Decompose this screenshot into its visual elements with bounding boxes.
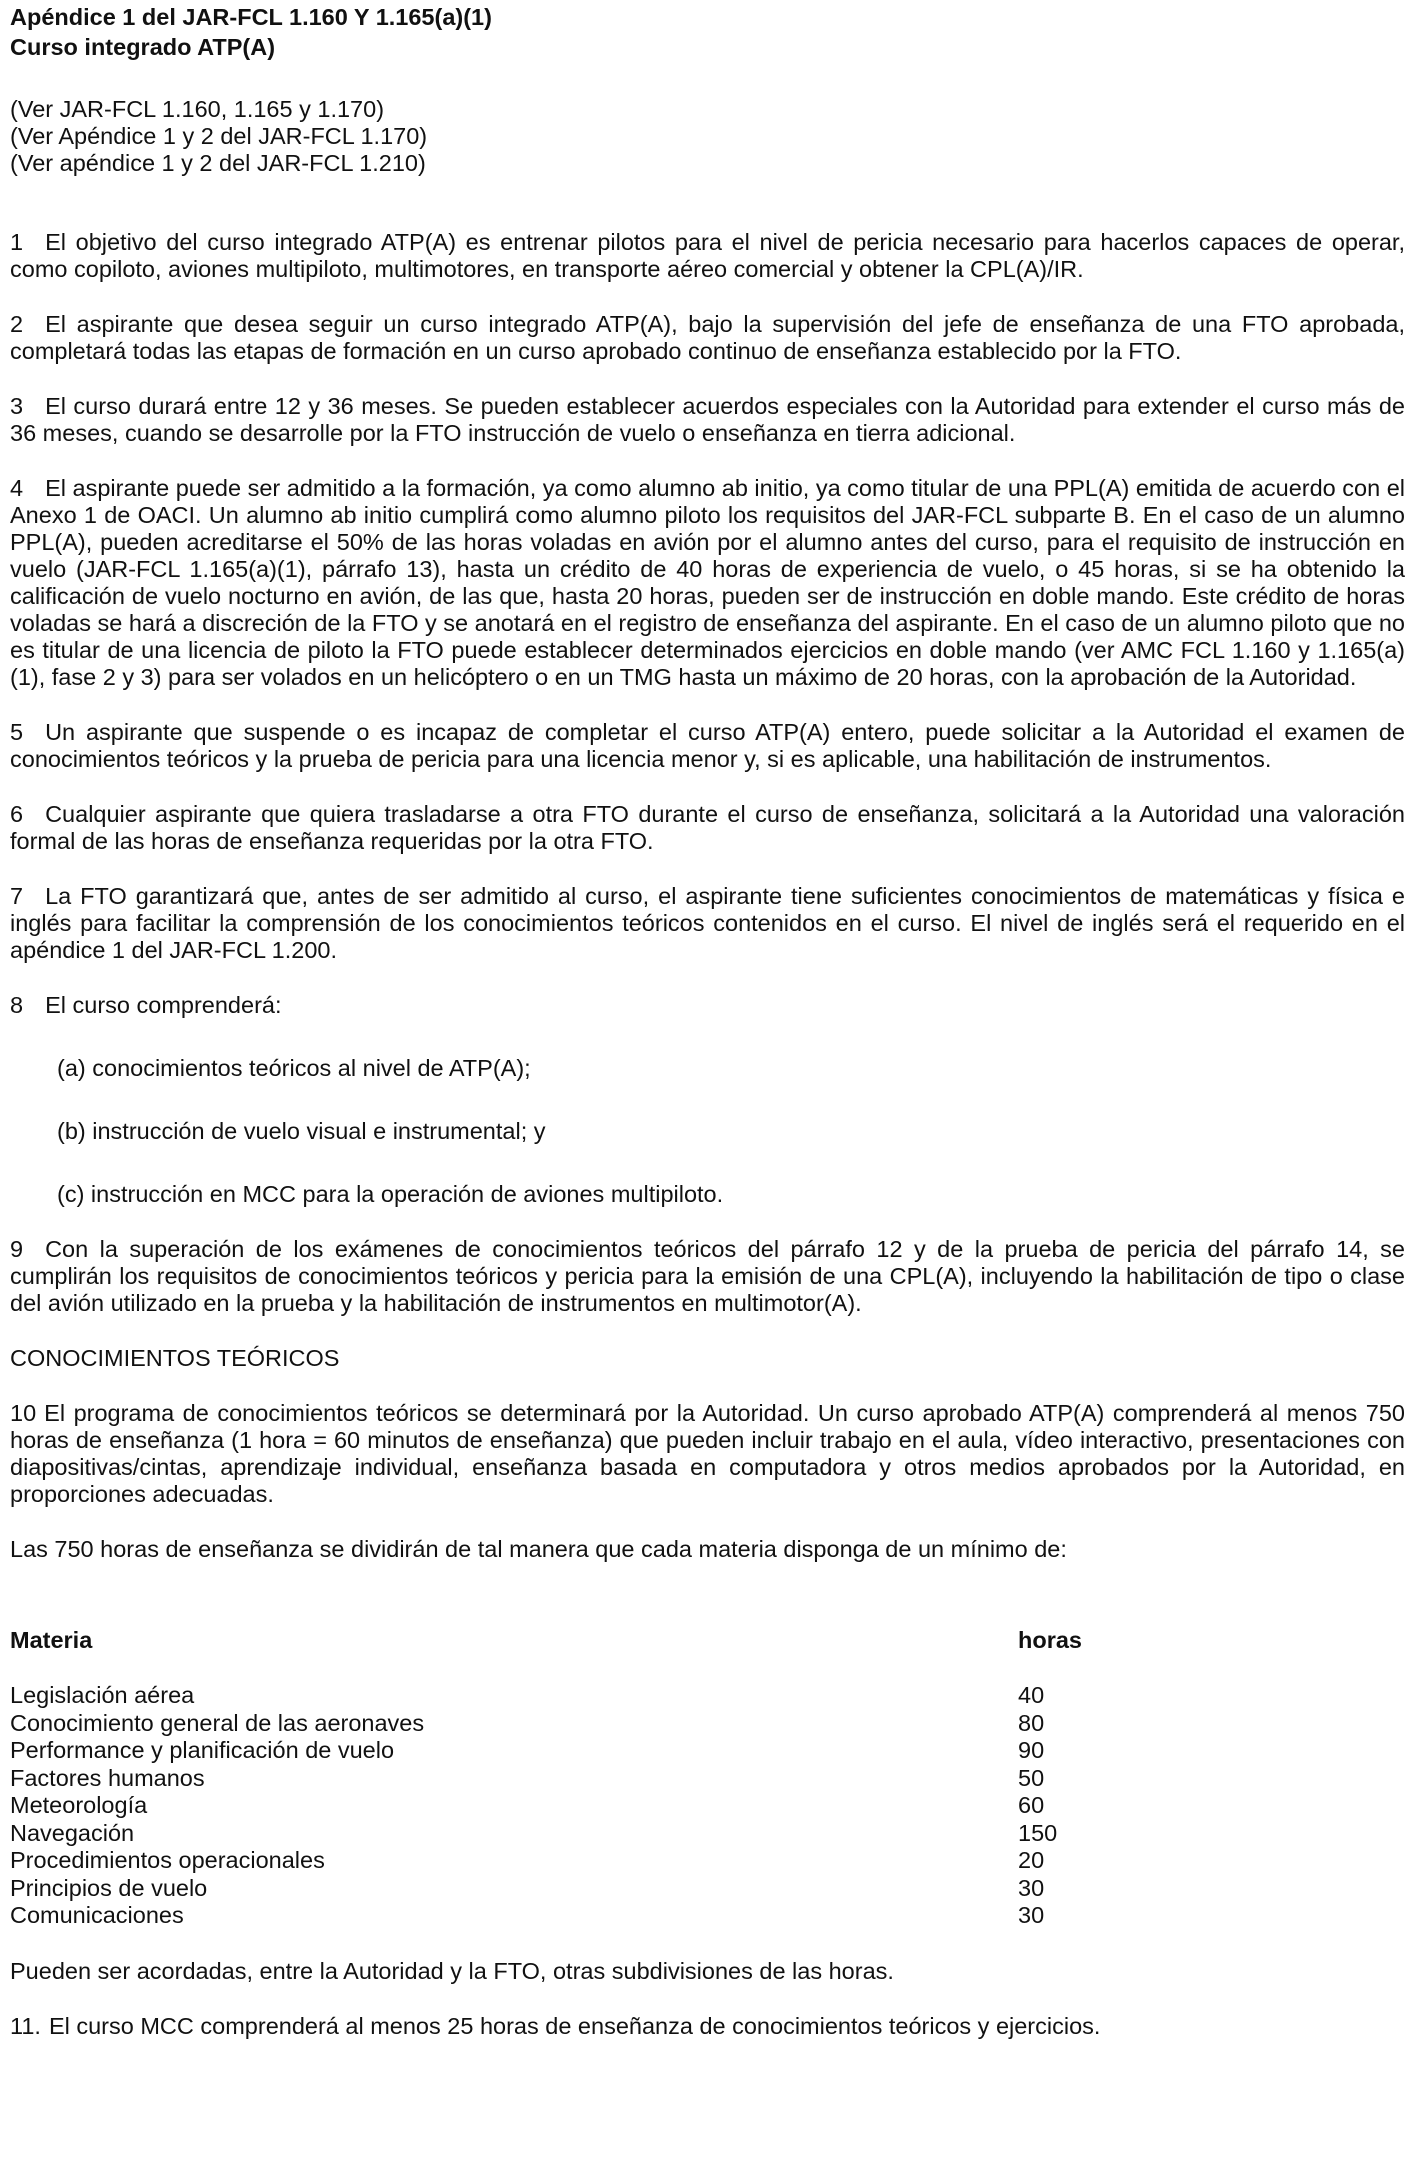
paragraph-text: Un aspirante que suspende o es incapaz de completar el curso ATP(A) entero, puede solicitar a la Autoridad el examen de conocimientos teóricos y la prueba de pericia para una licencia menor y, si es aplicable, una habilitación de instrumentos. <box>10 719 1405 772</box>
list-item: (c) instrucción en MCC para la operación de aviones multipiloto. <box>57 1181 724 1207</box>
document-title: Apéndice 1 del JAR-FCL 1.160 Y 1.165(a)(1) <box>10 4 492 30</box>
paragraph-text: La FTO garantizará que, antes de ser admitido al curso, el aspirante tiene suficientes conocimientos de matemáticas y física e inglés para facilitar la comprensión de los conocimientos teóricos contenidos en el curso. El nivel de inglés será el requerido en el apéndice 1 del JAR-FCL 1.200. <box>10 883 1405 963</box>
hours-cell: 40 <box>1018 1682 1045 1708</box>
hours-cell: 30 <box>1018 1902 1045 1928</box>
reference-line: (Ver JAR-FCL 1.160, 1.165 y 1.170) <box>10 96 385 122</box>
paragraph-number: 9 <box>10 1236 24 1262</box>
table-row <box>10 1875 1405 1903</box>
paragraph-text: El curso comprenderá: <box>45 992 282 1018</box>
paragraph-number: 7 <box>10 883 24 909</box>
distribution-intro: Las 750 horas de enseñanza se dividirán de tal manera que cada materia disponga de un mínimo de: <box>10 1536 1067 1562</box>
subject-cell: Factores humanos <box>10 1764 205 1791</box>
paragraph-number: 3 <box>10 393 24 419</box>
paragraph-2 <box>10 311 1405 365</box>
paragraph-number: 11. <box>10 2012 41 2039</box>
paragraph-10 <box>10 1400 1405 1508</box>
column-header-subject: Materia <box>10 1627 93 1653</box>
paragraph-text: Cualquier aspirante que quiera trasladarse a otra FTO durante el curso de enseñanza, solicitará a la Autoridad una valoración formal de las horas de enseñanza requeridas por la otra FTO. <box>10 801 1405 854</box>
section-heading: CONOCIMIENTOS TEÓRICOS <box>10 1345 340 1371</box>
subdivision-note: Pueden ser acordadas, entre la Autoridad y la FTO, otras subdivisiones de las horas. <box>10 1957 894 1984</box>
reference-line: (Ver apéndice 1 y 2 del JAR-FCL 1.210) <box>10 150 426 176</box>
hours-table-body <box>10 1682 1405 1930</box>
subject-cell: Procedimientos operacionales <box>10 1847 325 1873</box>
document-page <box>10 0 1405 2040</box>
subject-cell: Conocimiento general de las aeronaves <box>10 1709 425 1736</box>
list-item: (a) conocimientos teóricos al nivel de ATP(A); <box>57 1055 531 1081</box>
paragraph-4 <box>10 475 1405 691</box>
paragraph-text: El aspirante puede ser admitido a la formación, ya como alumno ab initio, ya como titular de una PPL(A) emitida de acuerdo con el Anexo 1 de OACI. Un alumno ab initio cumplirá como alumno piloto los requisitos del JAR-FCL subparte B. En el caso de un alumno PPL(A), pueden acreditarse el 50% de las horas voladas en avión por el alumno antes del curso, para el requisito de instrucción en vuelo (JAR-FCL 1.165(a)(1), párrafo 13), hasta un crédito de 40 horas de experiencia de vuelo, o 45 horas, si se ha obtenido la calificación de vuelo nocturno en avión, de las que, hasta 20 horas, pueden ser de instrucción en doble mando. Este crédito de horas voladas se hará a discreción de la FTO y se anotará en el registro de enseñanza del aspirante. En el caso de un alumno piloto que no es titular de una licencia de piloto la FTO puede establecer determinados ejercicios en doble mando (ver AMC FCL 1.160 y 1.165(a)(1), fase 2 y 3) para ser volados en un helicóptero o en un TMG hasta un máximo de 20 horas, con la aprobación de la Autoridad. <box>10 475 1405 690</box>
paragraph-number: 8 <box>10 992 24 1018</box>
paragraph-3 <box>10 393 1405 447</box>
paragraph-text: Con la superación de los exámenes de conocimientos teóricos del párrafo 12 y de la prueba de pericia del párrafo 14, se cumplirán los requisitos de conocimientos teóricos y pericia para la emisión de una CPL(A), incluyendo la habilitación de tipo o clase del avión utilizado en la prueba y la habilitación de instrumentos en multimotor(A). <box>10 1236 1405 1316</box>
paragraph-number: 6 <box>10 801 24 827</box>
list-item: (b) instrucción de vuelo visual e instrumental; y <box>57 1118 546 1144</box>
hours-table-header <box>10 1627 1405 1654</box>
course-components-list <box>57 1055 1405 1208</box>
paragraph-number: 1 <box>10 229 24 255</box>
paragraph-number: 5 <box>10 719 24 745</box>
paragraph-9 <box>10 1236 1405 1317</box>
table-row <box>10 1902 1405 1930</box>
hours-cell: 150 <box>1018 1819 1058 1846</box>
paragraph-5 <box>10 719 1405 773</box>
table-row <box>10 1847 1405 1875</box>
subject-cell: Meteorología <box>10 1792 148 1818</box>
reference-line: (Ver Apéndice 1 y 2 del JAR-FCL 1.170) <box>10 123 428 149</box>
subject-cell: Legislación aérea <box>10 1682 195 1708</box>
paragraph-8 <box>10 992 1405 1019</box>
paragraph-11 <box>10 2013 1405 2040</box>
column-header-hours: horas <box>1018 1627 1082 1653</box>
paragraph-number: 2 <box>10 311 24 337</box>
hours-cell: 20 <box>1018 1847 1045 1873</box>
subject-cell: Performance y planificación de vuelo <box>10 1737 395 1763</box>
paragraph-number: 4 <box>10 475 24 501</box>
reference-list <box>10 96 1405 177</box>
paragraph-1 <box>10 229 1405 283</box>
table-row <box>10 1765 1405 1793</box>
hours-cell: 90 <box>1018 1737 1045 1763</box>
paragraph-number: 10 <box>10 1400 37 1426</box>
table-row <box>10 1710 1405 1738</box>
subject-cell: Navegación <box>10 1819 135 1846</box>
table-row <box>10 1682 1405 1710</box>
hours-cell: 30 <box>1018 1874 1045 1901</box>
paragraph-text: El curso MCC comprenderá al menos 25 horas de enseñanza de conocimientos teóricos y ejercicios. <box>48 2012 1101 2039</box>
paragraph-text: El objetivo del curso integrado ATP(A) es entrenar pilotos para el nivel de pericia necesario para hacerlos capaces de operar, como copiloto, aviones multipiloto, multimotores, en transporte aéreo comercial y obtener la CPL(A)/IR. <box>10 229 1405 282</box>
table-row <box>10 1792 1405 1820</box>
paragraph-7 <box>10 883 1405 964</box>
table-row <box>10 1737 1405 1765</box>
hours-cell: 80 <box>1018 1709 1045 1736</box>
document-subtitle: Curso integrado ATP(A) <box>10 34 276 60</box>
table-row <box>10 1820 1405 1848</box>
hours-cell: 50 <box>1018 1764 1045 1791</box>
paragraph-text: El programa de conocimientos teóricos se determinará por la Autoridad. Un curso aprobado ATP(A) comprenderá al menos 750 horas de enseñanza (1 hora = 60 minutos de enseñanza) que pueden incluir trabajo en el aula, vídeo interactivo, presentaciones con diapositivas/cintas, aprendizaje individual, enseñanza basada en computadora y otros medios aprobados por la Autoridad, en proporciones adecuadas. <box>10 1400 1405 1507</box>
subject-cell: Principios de vuelo <box>10 1874 208 1901</box>
hours-cell: 60 <box>1018 1792 1045 1818</box>
paragraph-text: El curso durará entre 12 y 36 meses. Se pueden establecer acuerdos especiales con la Autoridad para extender el curso más de 36 meses, cuando se desarrolle por la FTO instrucción de vuelo o enseñanza en tierra adicional. <box>10 393 1405 446</box>
subject-cell: Comunicaciones <box>10 1902 184 1928</box>
paragraph-text: El aspirante que desea seguir un curso integrado ATP(A), bajo la supervisión del jefe de enseñanza de una FTO aprobada, completará todas las etapas de formación en un curso aprobado continuo de enseñanza establecido por la FTO. <box>10 311 1405 364</box>
paragraph-6 <box>10 801 1405 855</box>
